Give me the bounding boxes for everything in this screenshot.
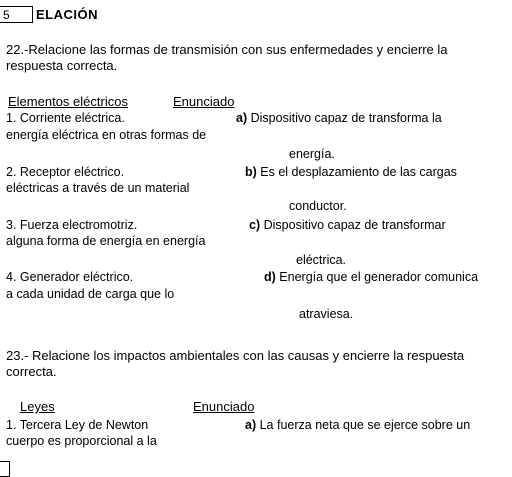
section-title: ELACIÓN <box>36 7 98 22</box>
q22-item-1-cont1: energía eléctrica en otras formas de <box>6 128 207 142</box>
q22-item-4-cont2: atraviesa. <box>299 307 354 321</box>
q22-item-4-left: 4. Generador eléctrico. <box>6 270 134 284</box>
q23-item-1-text: La fuerza neta que se ejerce sobre un <box>259 418 471 432</box>
q22-item-2-cont2: conductor. <box>289 199 347 213</box>
q22-item-3-cont2: eléctrica. <box>296 253 347 267</box>
q22-item-1-cont2: energía. <box>289 147 335 161</box>
q22-left-column-header: Elementos eléctricos <box>8 94 128 109</box>
question-22-title-line2: respuesta correcta. <box>6 58 118 73</box>
q22-item-4-letter: d) <box>264 270 276 284</box>
q23-item-1-left: 1. Tercera Ley de Newton <box>6 418 149 432</box>
q23-item-1-cont1: cuerpo es proporcional a la <box>6 434 157 448</box>
page-edge-mark <box>0 461 10 477</box>
q22-item-4-right <box>264 270 478 285</box>
q22-item-3-right <box>249 218 446 233</box>
q22-item-3-letter: c) <box>249 218 261 232</box>
q23-right-column-header: Enunciado <box>193 399 255 414</box>
q22-item-3-left: 3. Fuerza electromotriz. <box>6 218 138 232</box>
q22-item-1-letter: a) <box>236 111 248 125</box>
q22-item-2-left: 2. Receptor eléctrico. <box>6 165 125 179</box>
q22-item-3-text: Dispositivo capaz de transformar <box>263 218 446 232</box>
q22-item-1-left: 1. Corriente eléctrica. <box>6 111 125 125</box>
q22-item-2-text: Es el desplazamiento de las cargas <box>260 165 457 179</box>
q22-item-2-right <box>245 165 457 180</box>
q22-item-1-right <box>236 111 442 126</box>
question-23-title-line1: 23.- Relacione los impactos ambientales con las causas y encierre la respuesta <box>6 348 465 363</box>
q22-item-1-text: Dispositivo capaz de transforma la <box>250 111 442 125</box>
q22-item-3-cont1: alguna forma de energía en energía <box>6 234 206 248</box>
q23-left-column-header: Leyes <box>20 399 55 414</box>
q22-item-4-text: Energía que el generador comunica <box>279 270 479 284</box>
q22-item-2-letter: b) <box>245 165 257 179</box>
section-number-box: 5 <box>0 6 33 23</box>
question-23-title-line2: correcta. <box>6 364 57 379</box>
q22-item-4-cont1: a cada unidad de carga que lo <box>6 287 175 301</box>
q22-right-column-header: Enunciado <box>173 94 235 109</box>
question-22-title-line1: 22.-Relacione las formas de transmisión con sus enfermedades y encierre la <box>6 42 448 57</box>
q23-item-1-letter: a) <box>245 418 257 432</box>
q23-item-1-right <box>245 418 470 433</box>
q22-item-2-cont1: eléctricas a través de un material <box>6 181 190 195</box>
